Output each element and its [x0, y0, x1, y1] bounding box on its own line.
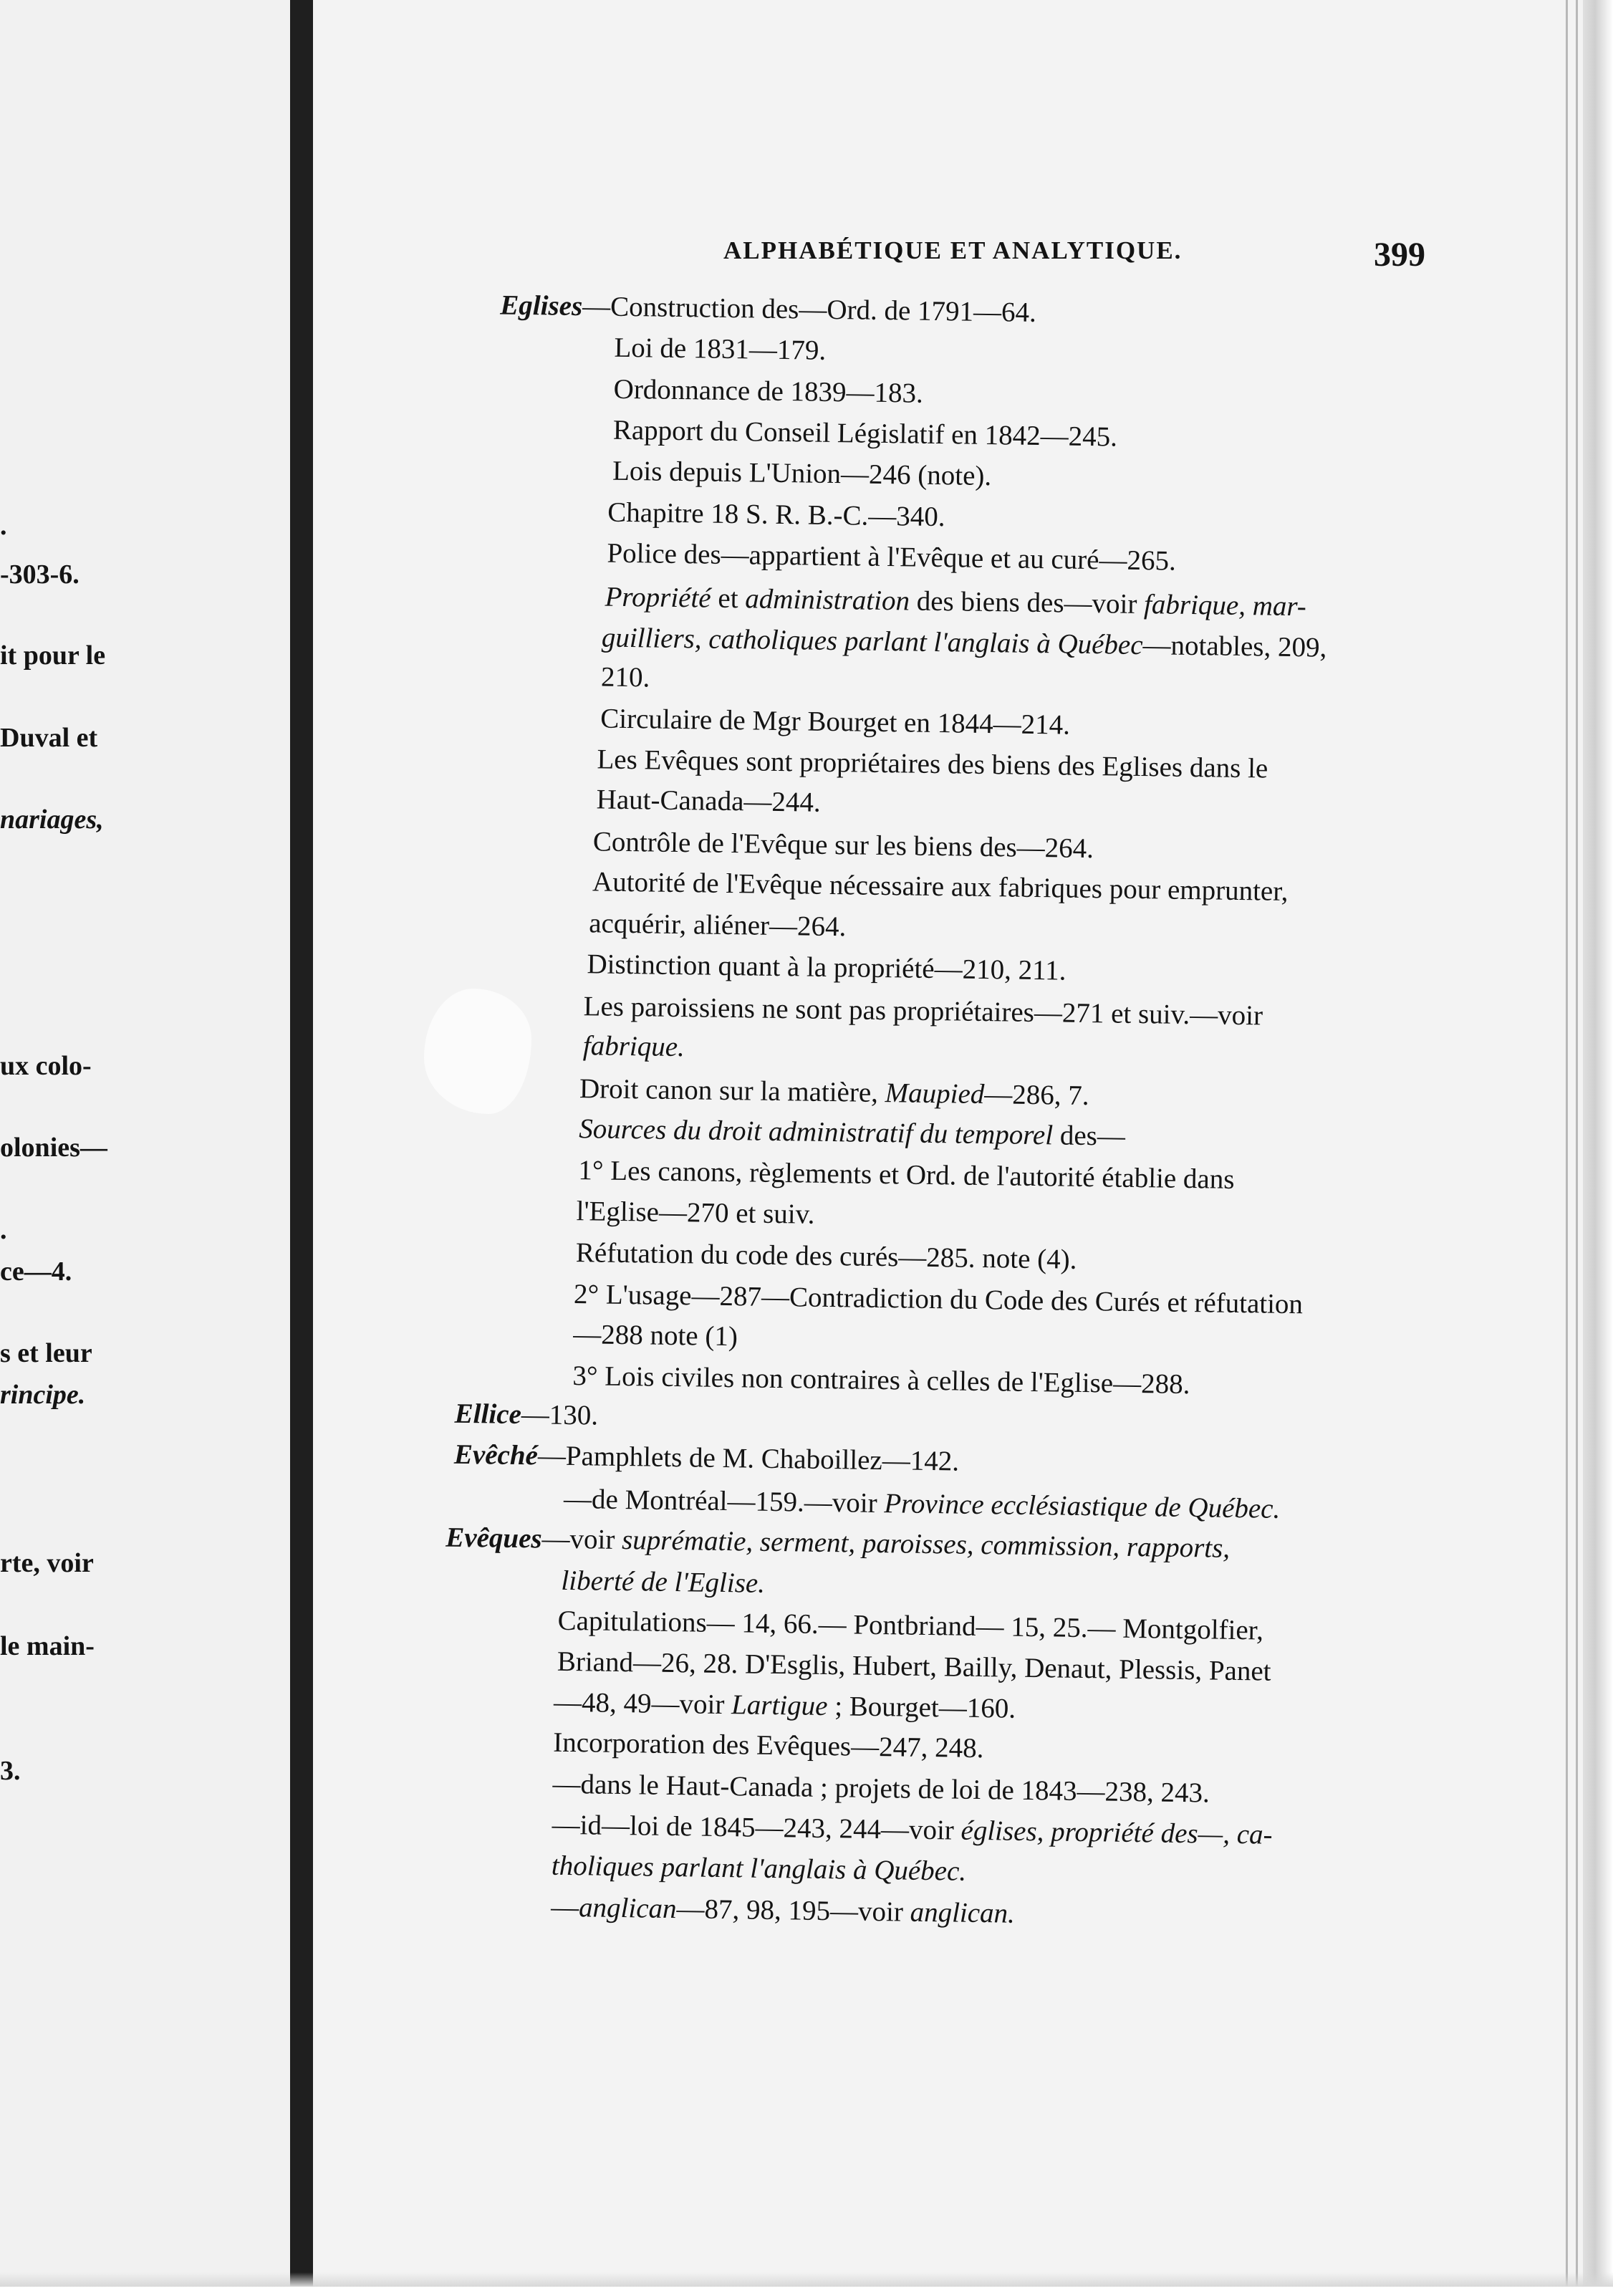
index-text: liberté de l'Eglise.: [561, 1565, 766, 1599]
index-line: [579, 1115, 1125, 1151]
index-text: Police des—appartient à l'Evêque et au curé—265.: [607, 537, 1177, 577]
index-text: Autorité de l'Evêque nécessaire aux fabriques pour emprunter,: [592, 866, 1289, 907]
index-text: —notables, 209,: [1142, 630, 1327, 663]
left-page-fragment: .: [0, 1215, 7, 1245]
index-text: Maupied: [885, 1077, 985, 1110]
index-line: [614, 334, 826, 365]
index-line: [564, 1485, 1281, 1523]
index-line: [605, 583, 1306, 621]
index-text: Les Evêques sont propriétaires des biens des Eglises dans le: [597, 744, 1268, 784]
index-line: [600, 704, 1070, 739]
index-line: [576, 1197, 814, 1229]
index-text: —voir: [541, 1523, 622, 1556]
index-text: anglican: [578, 1892, 677, 1925]
index-headword: Evêques: [446, 1522, 542, 1555]
index-text: tholiques parlant l'anglais à Québec.: [551, 1850, 967, 1887]
index-text: Haut-Canada—244.: [596, 784, 821, 818]
index-line: [557, 1607, 1263, 1645]
page-number: 399: [1374, 236, 1425, 274]
index-line: [576, 1239, 1077, 1274]
index-text: —: [550, 1891, 579, 1923]
left-page-fragment: olonies—: [0, 1133, 107, 1163]
index-text: Lois depuis L'Union—246 (note).: [612, 455, 992, 492]
index-text: —Construction des—Ord. de 1791—64.: [582, 291, 1037, 328]
index-line: [579, 1075, 1089, 1110]
index-text: acquérir, aliéner—264.: [588, 908, 847, 943]
index-headword: Evêché: [453, 1438, 539, 1471]
index-text: 210.: [600, 661, 650, 693]
index-text: Lartigue: [731, 1689, 828, 1722]
index-line: [612, 457, 992, 490]
index-line: [592, 868, 1289, 906]
index-line: [583, 1032, 685, 1061]
index-line: [552, 1852, 967, 1886]
index-line: [551, 1893, 1015, 1928]
index-text: —Pamphlets de M. Chaboillez—142.: [537, 1440, 960, 1477]
index-text: Circulaire de Mgr Bourget en 1844—214.: [600, 703, 1071, 741]
index-text: églises, propriété des—, ca-: [960, 1815, 1273, 1850]
index-line: [552, 1770, 1210, 1807]
index-line: [561, 1567, 765, 1598]
index-line: [593, 827, 1094, 863]
index-text: Réfutation du code des curés—285. note (4).: [575, 1237, 1077, 1275]
index-text: —de Montréal—159.—voir: [563, 1483, 885, 1519]
index-text: suprématie, serment, paroisses, commission, rapports,: [621, 1524, 1231, 1564]
index-line: [601, 663, 650, 692]
index-text: Les paroissiens ne sont pas propriétaires—271 et suiv.—voir: [583, 991, 1263, 1032]
index-text: —286, 7.: [984, 1079, 1089, 1112]
index-text: —87, 98, 195—voir: [676, 1893, 910, 1928]
index-text: Droit canon sur la matière,: [579, 1073, 886, 1109]
index-text: Ordonnance de 1839—183.: [613, 373, 924, 409]
index-text: Province ecclésiastique de Québec.: [884, 1488, 1281, 1524]
index-text: 3° Lois civiles non contraires à celles de l'Eglise—288.: [572, 1360, 1190, 1401]
index-text: Propriété: [605, 581, 711, 614]
index-text: Contrôle de l'Evêque sur les biens des—264.: [592, 826, 1094, 865]
left-page-fragment: rte, voir: [0, 1548, 94, 1578]
left-page-fragment: .: [0, 511, 7, 541]
left-page-fragment: -303-6.: [0, 559, 80, 590]
left-page-fragment: nariages,: [0, 804, 104, 835]
left-page-fragment: it pour le: [0, 640, 106, 671]
left-page-fragment: 3.: [0, 1756, 21, 1786]
index-headword: Eglises: [500, 289, 583, 322]
index-line: [587, 950, 1066, 984]
left-page-fragment: rincipe.: [0, 1380, 86, 1410]
index-text: —dans le Haut-Canada ; projets de loi de 1843—238, 243.: [552, 1768, 1210, 1809]
index-headword: Ellice: [454, 1398, 522, 1431]
index-text: Incorporation des Evêques—247, 248.: [553, 1726, 984, 1764]
index-line: [607, 539, 1176, 575]
index-text: guilliers, catholiques parlant l'anglais à Québec: [601, 622, 1143, 661]
index-text: 2° L'usage—287—Contradiction du Code des Curés et réfutation: [573, 1279, 1304, 1320]
index-line: [454, 1400, 598, 1430]
index-text: Capitulations— 14, 66.— Pontbriand— 15, 25.— Montgolfier,: [557, 1605, 1264, 1646]
index-line: [572, 1360, 1190, 1401]
index-line: [574, 1280, 1303, 1318]
page-bottom-shadow: [0, 2272, 1613, 2287]
index-text: administration: [745, 583, 910, 617]
index-text: fabrique.: [582, 1030, 685, 1063]
index-text: Rapport du Conseil Législatif en 1842—245.: [612, 414, 1118, 453]
index-text: —id—loi de 1845—243, 244—voir: [552, 1809, 961, 1846]
index-text: 1° Les canons, règlements et Ord. de l'autorité établie dans: [578, 1155, 1235, 1195]
index-text: —288 note (1): [572, 1319, 738, 1353]
index-text: des biens des—voir: [909, 585, 1145, 620]
index-line: [589, 909, 847, 941]
left-page-fragment: le main-: [0, 1631, 95, 1661]
index-line: [572, 1319, 738, 1353]
index-line: [552, 1811, 1272, 1849]
index-text: Chapitre 18 S. R. B.-C.—340.: [607, 496, 945, 533]
index-line: [583, 991, 1263, 1032]
index-line: [500, 291, 1036, 326]
index-text: Briand—26, 28. D'Esglis, Hubert, Bailly, Denaut, Plessis, Panet: [557, 1646, 1271, 1687]
index-line: [613, 416, 1118, 451]
running-head: ALPHABÉTIQUE ET ANALYTIQUE.: [723, 236, 1183, 264]
index-line: [602, 624, 1327, 662]
index-text: et: [711, 582, 746, 615]
index-text: Loi de 1831—179.: [614, 332, 827, 366]
index-text: ; Bourget—160.: [827, 1691, 1016, 1724]
index-text: Sources du droit administratif du temporel: [578, 1113, 1054, 1151]
index-text: —48, 49—voir: [553, 1686, 732, 1721]
index-line: [613, 375, 923, 408]
index-line: [453, 1438, 960, 1477]
index-text: fabrique, mar-: [1143, 589, 1307, 623]
index-text: des—: [1052, 1120, 1126, 1152]
index-line: [553, 1726, 984, 1764]
left-page-fragment: Duval et: [0, 723, 98, 753]
index-line: [607, 496, 945, 533]
index-text: Distinction quant à la propriété—210, 211.: [587, 948, 1066, 986]
index-line: [553, 1686, 1016, 1724]
index-line: [596, 785, 821, 816]
index-text: —130.: [521, 1399, 599, 1431]
index-line: [597, 745, 1268, 782]
left-page-fragment: s et leur: [0, 1338, 92, 1368]
index-line: [578, 1156, 1235, 1193]
left-page-fragment: ce—4.: [0, 1257, 72, 1287]
left-page-fragment: ux colo-: [0, 1051, 92, 1081]
index-text: l'Eglise—270 et suiv.: [576, 1196, 815, 1230]
index-text: anglican.: [910, 1896, 1016, 1929]
index-line: [446, 1524, 1230, 1562]
index-line: [557, 1648, 1271, 1686]
